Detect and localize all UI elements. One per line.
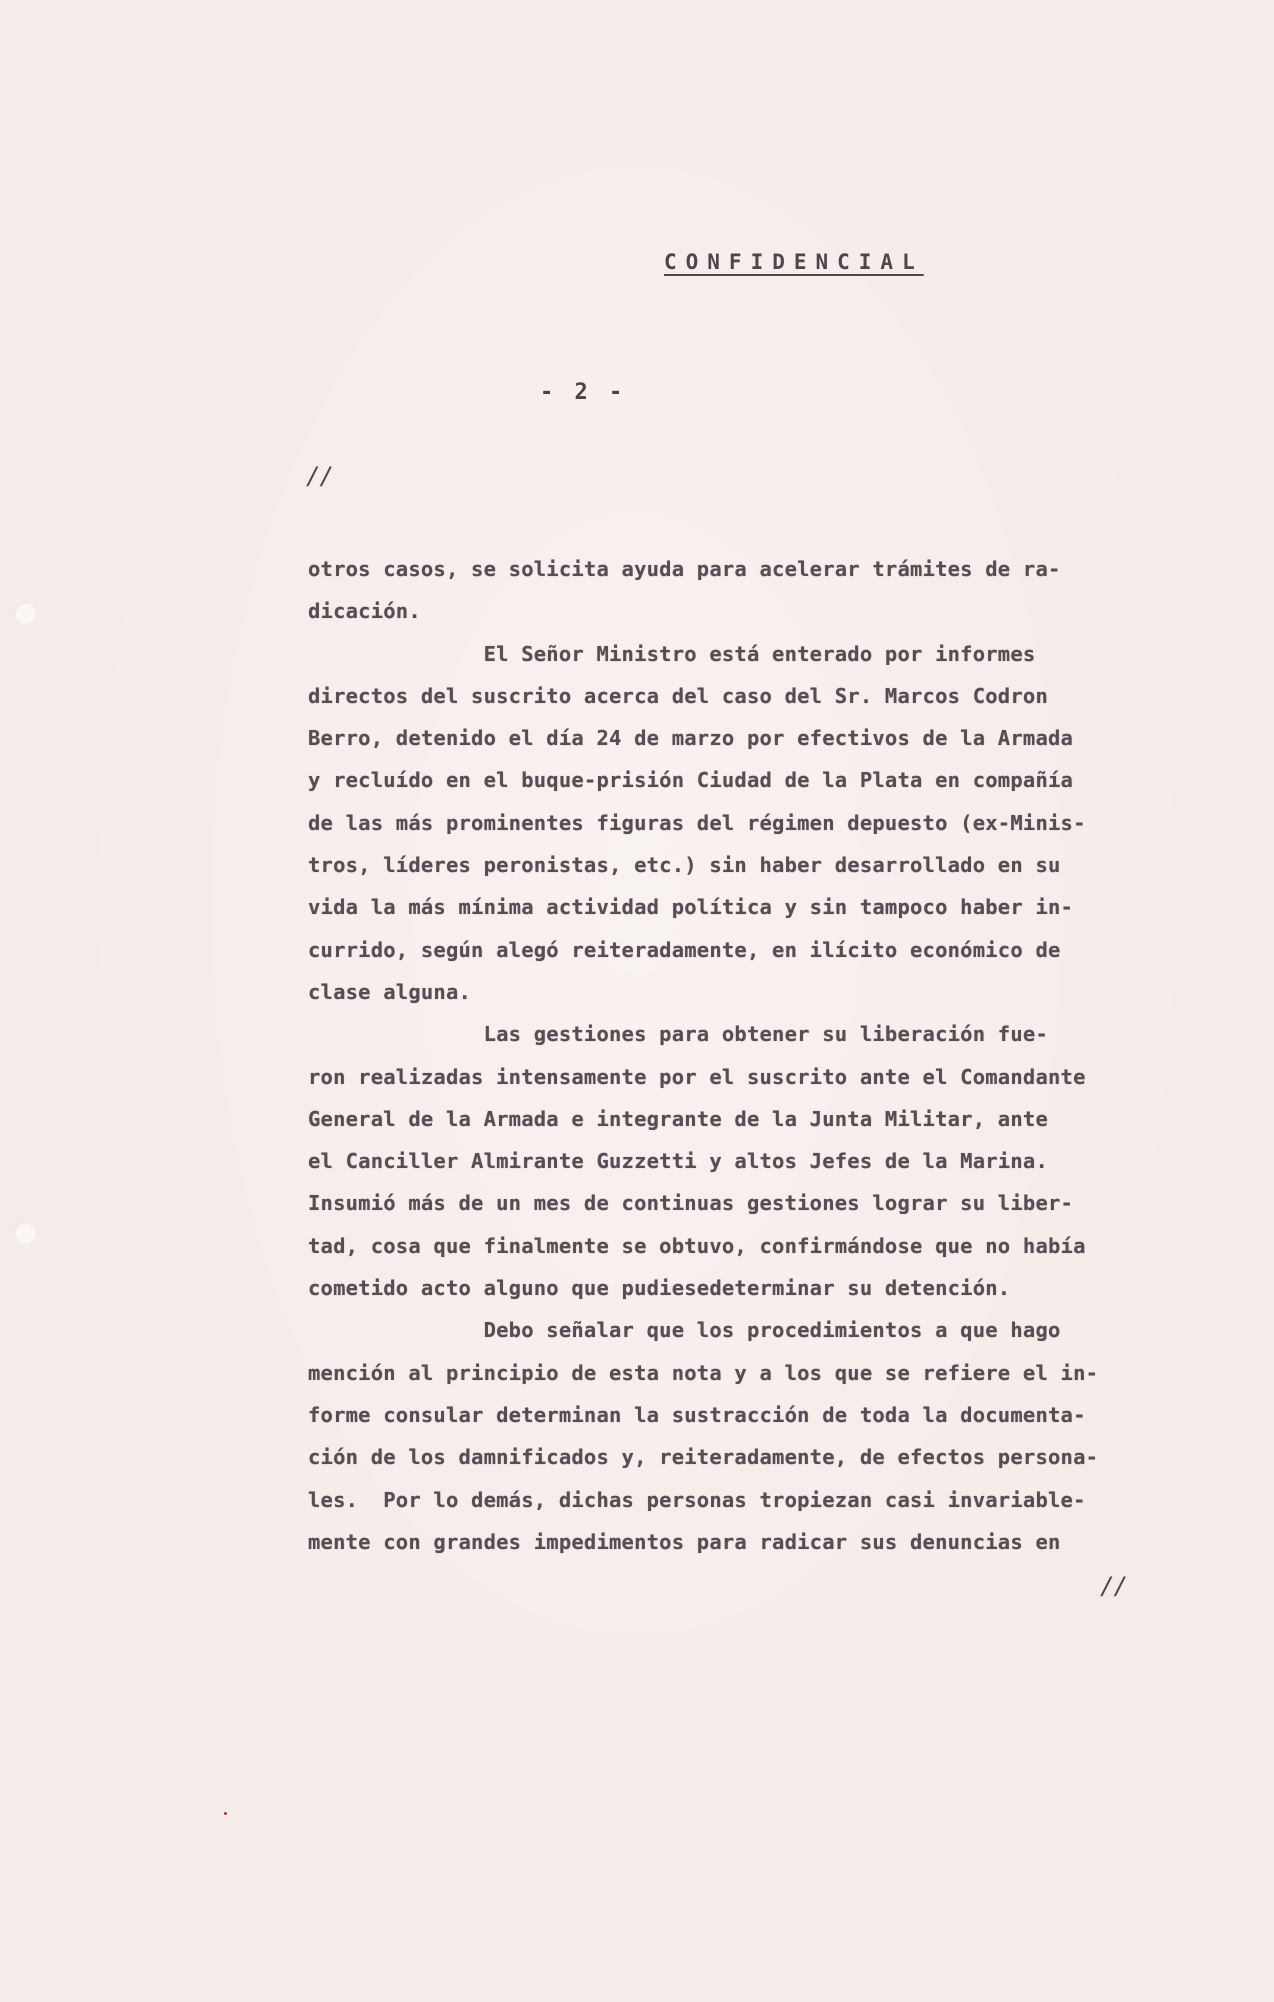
text-line: el Canciller Almirante Guzzetti y altos Jefes de la Marina. — [308, 1149, 1048, 1174]
text-line: Insumió más de un mes de continuas gestiones lograr su liber- — [308, 1191, 1074, 1216]
text-line: mención al principio de esta nota y a los que se refiere el in- — [308, 1360, 1099, 1385]
continuation-mark-top: // — [306, 462, 333, 490]
punch-hole-top — [14, 602, 36, 624]
text-line: mente con grandes impedimentos para radicar sus denuncias en — [308, 1529, 1061, 1554]
text-line: General de la Armada e integrante de la Junta Militar, ante — [308, 1106, 1048, 1131]
text-line: y recluído en el buque-prisión Ciudad de la Plata en compañía — [308, 768, 1074, 793]
text-line: tad, cosa que finalmente se obtuvo, confirmándose que no había — [308, 1233, 1086, 1258]
text-line: Berro, detenido el día 24 de marzo por efectivos de la Armada — [308, 726, 1074, 751]
text-line: clase alguna. — [308, 979, 472, 1004]
text-line: ción de los damnificados y, reiteradamente, de efectos persona- — [308, 1445, 1099, 1470]
text-line: forme consular determinan la sustracción de toda la documenta- — [308, 1402, 1086, 1427]
text-line: directos del suscrito acerca del caso del Sr. Marcos Codron — [308, 683, 1048, 708]
confidential-heading: CONFIDENCIAL — [664, 250, 924, 274]
text-line: les. Por lo demás, dichas personas tropiezan casi invariable- — [308, 1487, 1086, 1512]
text-line: tros, líderes peronistas, etc.) sin haber desarrollado en su — [308, 853, 1061, 878]
text-line: Las gestiones para obtener su liberación fue- — [308, 1022, 1048, 1047]
text-line: dicación. — [308, 599, 421, 624]
continuation-mark-bottom: // — [1100, 1572, 1127, 1600]
text-line: cometido acto alguno que pudiesedeterminar su detención. — [308, 1276, 1011, 1301]
body-text — [308, 548, 1208, 1563]
text-line: otros casos, se solicita ayuda para acelerar trámites de ra- — [308, 557, 1061, 581]
text-line: vida la más mínima actividad política y sin tampoco haber in- — [308, 895, 1074, 920]
text-line: El Señor Ministro está enterado por informes — [308, 641, 1036, 666]
text-line: currido, según alegó reiteradamente, en ilícito económico de — [308, 937, 1061, 962]
text-line: ron realizadas intensamente por el suscrito ante el Comandante — [308, 1064, 1086, 1089]
text-line: Debo señalar que los procedimientos a que hago — [308, 1318, 1061, 1343]
page-number: - 2 - — [540, 380, 627, 405]
ink-speck — [224, 1812, 227, 1815]
text-line: de las más prominentes figuras del régimen depuesto (ex-Minis- — [308, 810, 1086, 835]
punch-hole-bottom — [14, 1222, 36, 1244]
